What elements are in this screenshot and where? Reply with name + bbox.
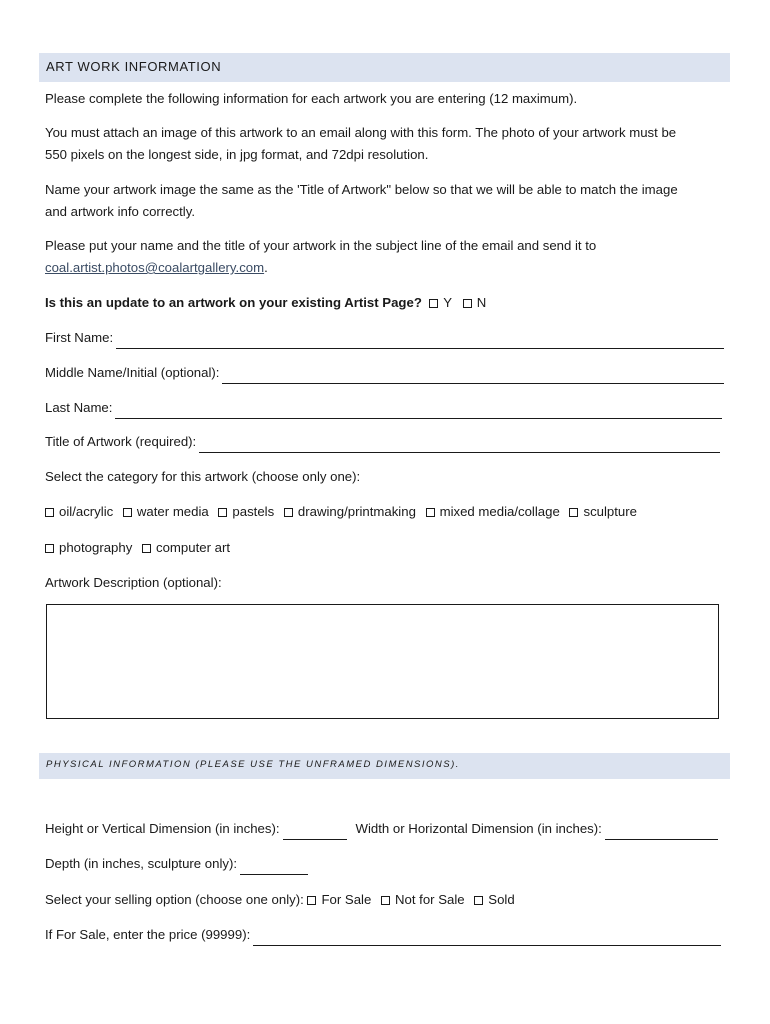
update-question-row [45, 292, 735, 314]
section-header-physical-info [39, 753, 730, 779]
selling-option-sold[interactable] [474, 892, 514, 907]
selling-prompt: Select your selling option (choose one only): [45, 892, 304, 907]
category-label: photography [59, 540, 133, 555]
description-label: Artwork Description (optional): [45, 575, 222, 590]
checkbox[interactable] [307, 896, 316, 905]
category-label: pastels [232, 504, 275, 519]
category-label: water media [136, 504, 209, 519]
category-row-1 [45, 501, 735, 523]
update-no-label: N [476, 295, 487, 310]
last-name-input[interactable] [115, 402, 722, 419]
checkbox[interactable] [218, 508, 227, 517]
update-no-checkbox[interactable] [463, 299, 472, 308]
checkbox[interactable] [426, 508, 435, 517]
category-label: drawing/printmaking [297, 504, 416, 519]
intro-text: Please complete the following information for each artwork you are entering (12 maximum). [45, 91, 578, 106]
middle-name-label: Middle Name/Initial (optional): [45, 365, 220, 380]
category-option[interactable] [569, 504, 637, 519]
category-label: computer art [156, 540, 231, 555]
checkbox[interactable] [474, 896, 483, 905]
last-name-field [45, 397, 722, 419]
checkbox[interactable] [381, 896, 390, 905]
selling-option-not-for-sale[interactable] [381, 892, 465, 907]
attach-line-1: You must attach an image of this artwork to an email along with this form. The photo of your artwork must be [45, 125, 677, 140]
checkbox[interactable] [569, 508, 578, 517]
section-header-artwork-info [39, 53, 730, 82]
depth-input[interactable] [240, 858, 308, 875]
middle-name-input[interactable] [222, 367, 724, 384]
section-title: ART WORK INFORMATION [46, 59, 222, 74]
attach-instructions [45, 122, 735, 166]
section-title: PHYSICAL INFORMATION (PLEASE USE THE UNFRAMED DIMENSIONS). [46, 759, 460, 770]
category-label: oil/acrylic [59, 504, 114, 519]
category-option[interactable] [123, 504, 209, 519]
category-prompt: Select the category for this artwork (choose only one): [45, 469, 361, 484]
first-name-field [45, 327, 724, 349]
dimensions-row [45, 818, 718, 840]
email-suffix: . [264, 260, 268, 275]
depth-field [45, 853, 308, 875]
update-question: Is this an update to an artwork on your existing Artist Page? [45, 295, 422, 310]
checkbox[interactable] [142, 544, 151, 553]
selling-label: Sold [488, 892, 515, 907]
last-name-label: Last Name: [45, 400, 113, 415]
title-input[interactable] [199, 436, 720, 453]
category-option[interactable] [284, 504, 416, 519]
title-label: Title of Artwork (required): [45, 434, 197, 449]
category-option[interactable] [142, 540, 230, 555]
attach-line-2: 550 pixels on the longest side, in jpg format, and 72dpi resolution. [45, 147, 429, 162]
middle-name-field [45, 362, 724, 384]
checkbox[interactable] [45, 508, 54, 517]
width-label: Width or Horizontal Dimension (in inches): [355, 821, 602, 836]
category-option[interactable] [218, 504, 274, 519]
description-textarea[interactable] [46, 604, 719, 719]
price-label: If For Sale, enter the price (99999): [45, 927, 251, 942]
email-link[interactable]: coal.artist.photos@coalartgallery.com [45, 260, 265, 275]
selling-option-for-sale[interactable] [307, 892, 371, 907]
category-option[interactable] [45, 540, 132, 555]
depth-label: Depth (in inches, sculpture only): [45, 856, 238, 871]
update-yes-label: Y [443, 295, 452, 310]
category-label: mixed media/collage [439, 504, 560, 519]
selling-row [45, 889, 735, 911]
name-line-2: and artwork info correctly. [45, 204, 196, 219]
update-yes-checkbox[interactable] [429, 299, 438, 308]
category-row-2 [45, 537, 735, 559]
category-label: sculpture [583, 504, 637, 519]
checkbox[interactable] [123, 508, 132, 517]
selling-label: Not for Sale [394, 892, 465, 907]
checkbox[interactable] [45, 544, 54, 553]
category-option[interactable] [426, 504, 560, 519]
subject-line-1: Please put your name and the title of your artwork in the subject line of the email and send it to [45, 238, 597, 253]
first-name-label: First Name: [45, 330, 114, 345]
name-line-1: Name your artwork image the same as the 'Title of Artwork" below so that we will be able to match the image [45, 182, 678, 197]
price-input[interactable] [253, 929, 721, 946]
width-input[interactable] [605, 823, 718, 840]
checkbox[interactable] [284, 508, 293, 517]
naming-instructions [45, 179, 735, 223]
first-name-input[interactable] [116, 332, 724, 349]
category-option[interactable] [45, 504, 113, 519]
height-input[interactable] [283, 823, 347, 840]
price-field [45, 924, 721, 946]
subject-instructions [45, 235, 735, 279]
height-label: Height or Vertical Dimension (in inches): [45, 821, 280, 836]
selling-label: For Sale [321, 892, 372, 907]
title-field [45, 431, 720, 453]
